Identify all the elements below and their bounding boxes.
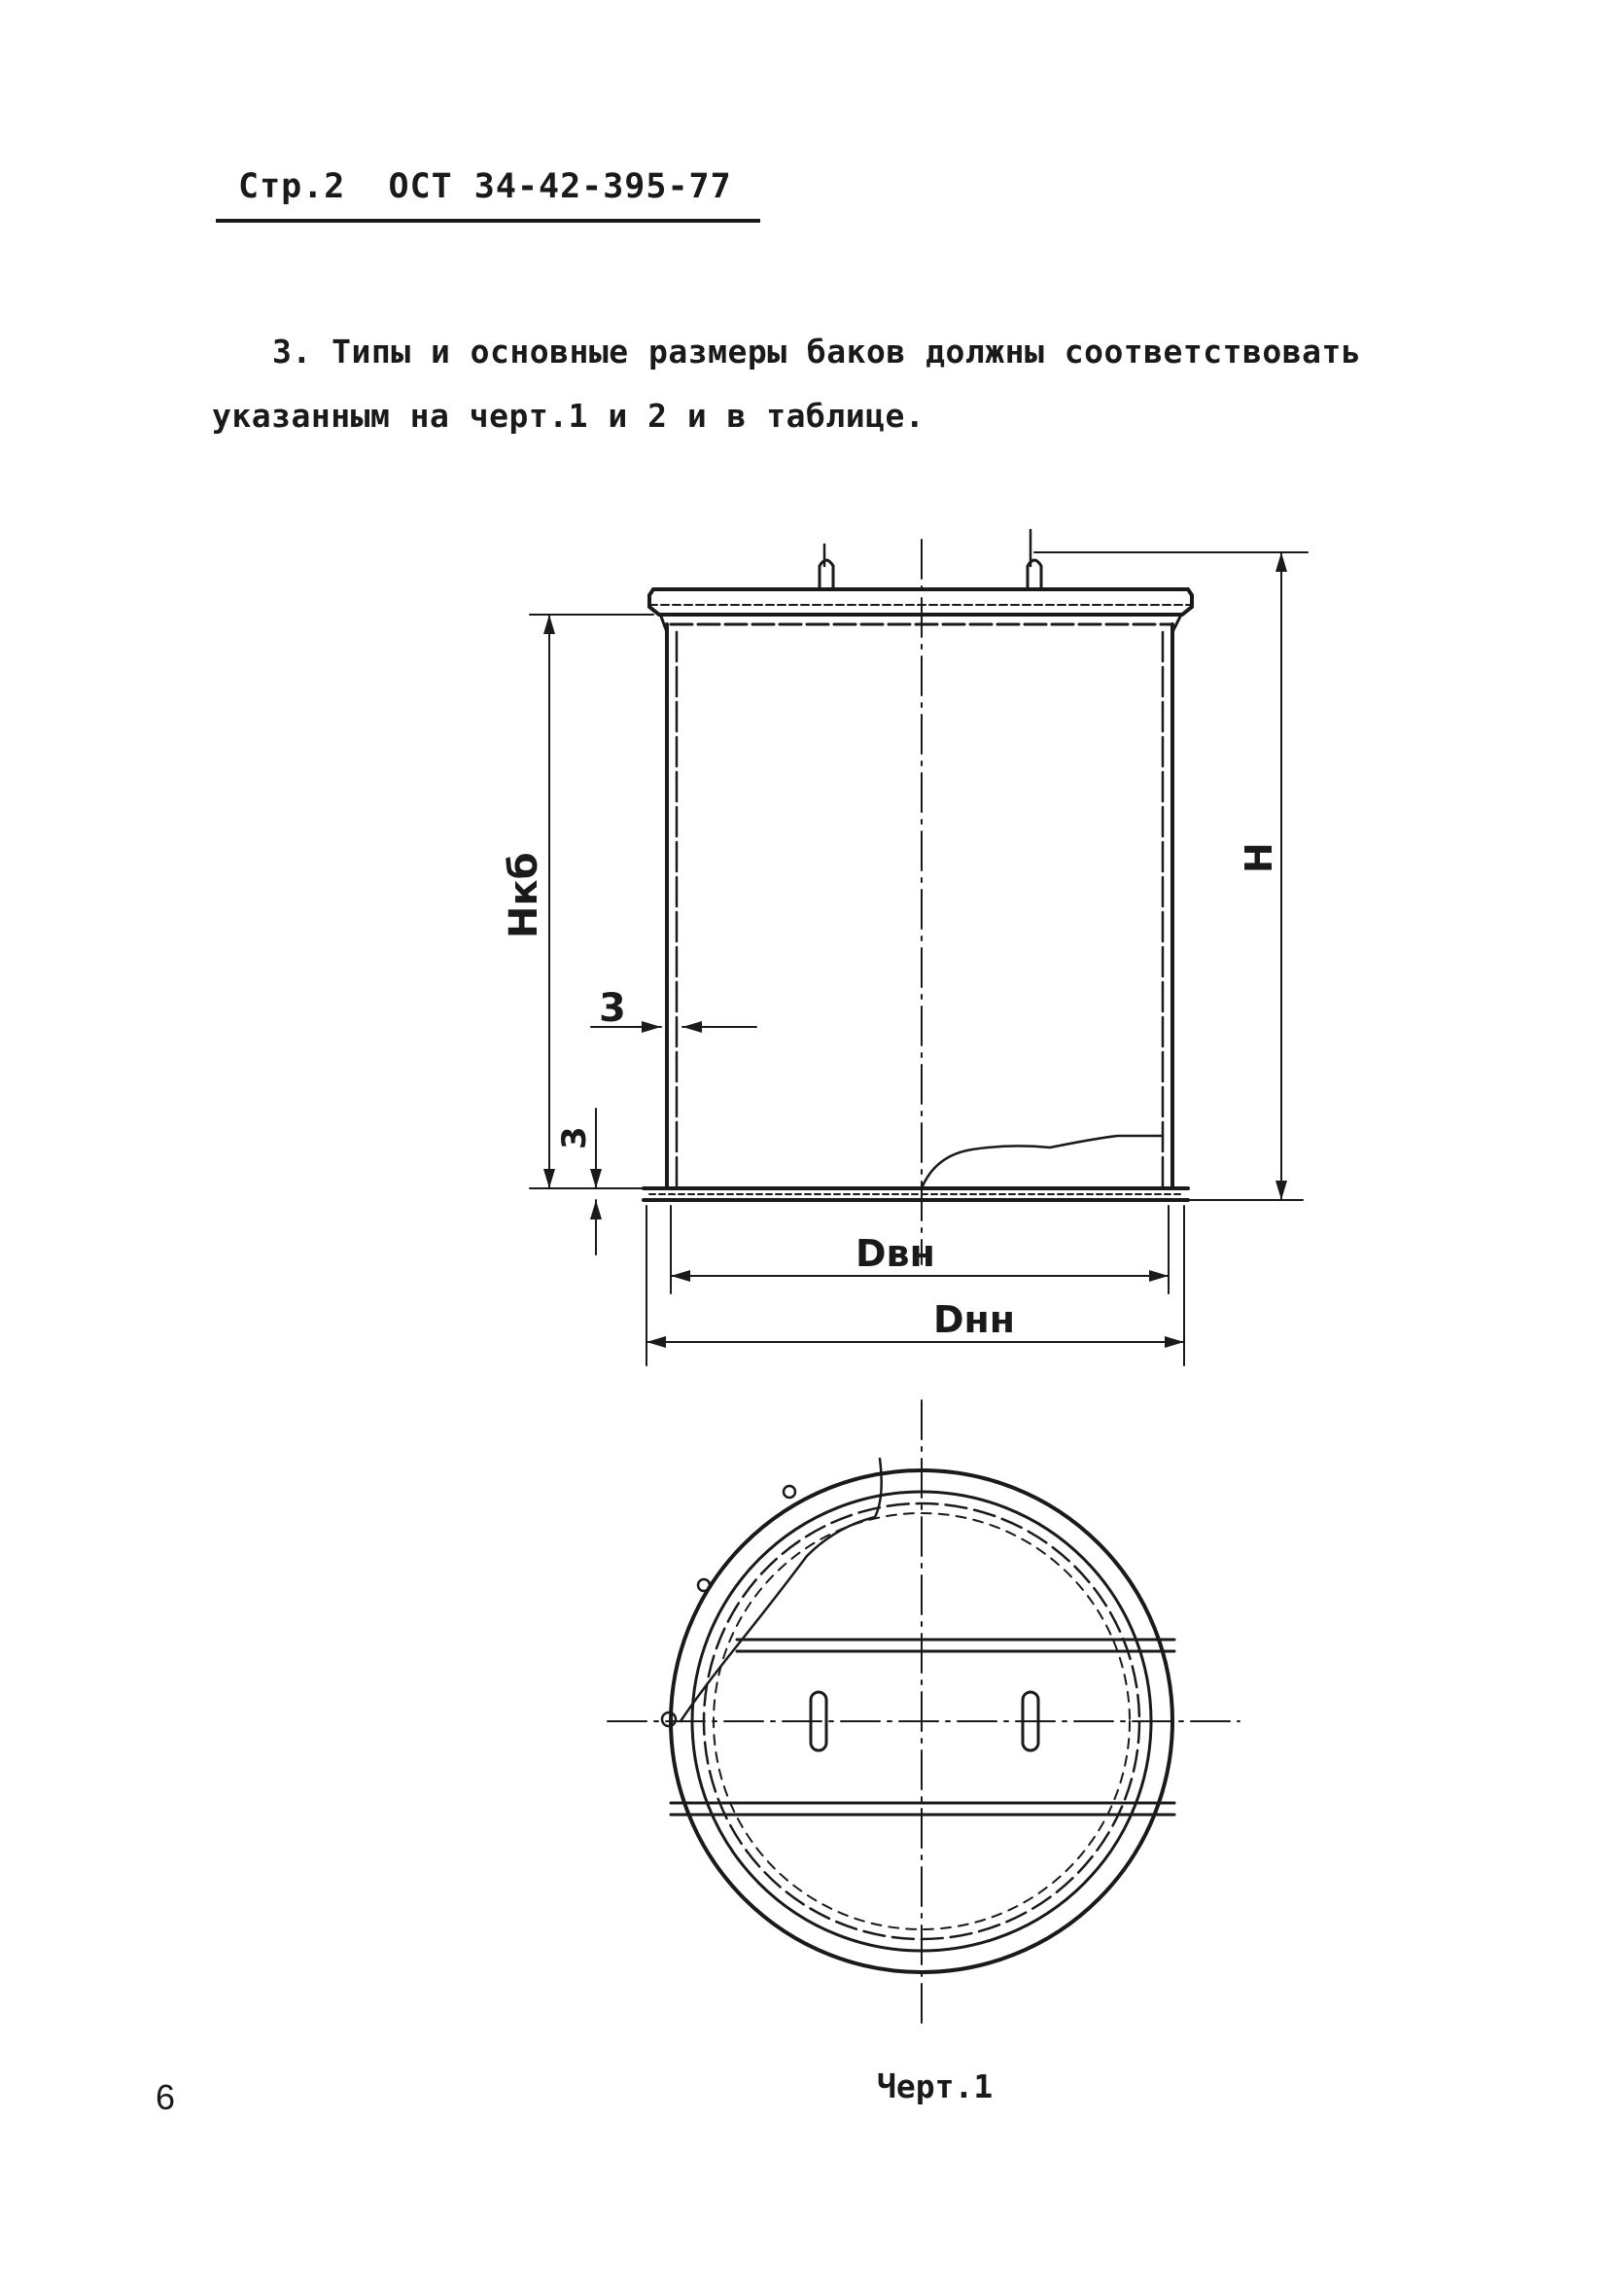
header-page: Стр.2 <box>238 167 346 206</box>
label-wall-thickness: 3 <box>599 986 626 1031</box>
figure-caption: Черт.1 <box>877 2067 994 2105</box>
label-bottom-thickness: 3 <box>555 1126 594 1149</box>
text-line-1: 3. Типы и основные размеры баков должны соответствовать <box>272 333 1362 371</box>
plan-break <box>681 1459 882 1721</box>
label-height-body: Нкб <box>502 852 546 938</box>
text-line-2: указанным на черт.1 и 2 и в таблице. <box>212 397 926 435</box>
label-outer-diameter: Dнн <box>933 1298 1016 1341</box>
break-line <box>922 1136 1163 1188</box>
page-number: 6 <box>156 2077 176 2117</box>
header-standard: ОСТ 34-42-395-77 <box>388 167 732 206</box>
plan-view <box>608 1400 1240 2028</box>
label-inner-diameter: Dвн <box>856 1232 935 1275</box>
label-height-total: Н <box>1238 842 1280 873</box>
lug-left <box>820 560 833 589</box>
